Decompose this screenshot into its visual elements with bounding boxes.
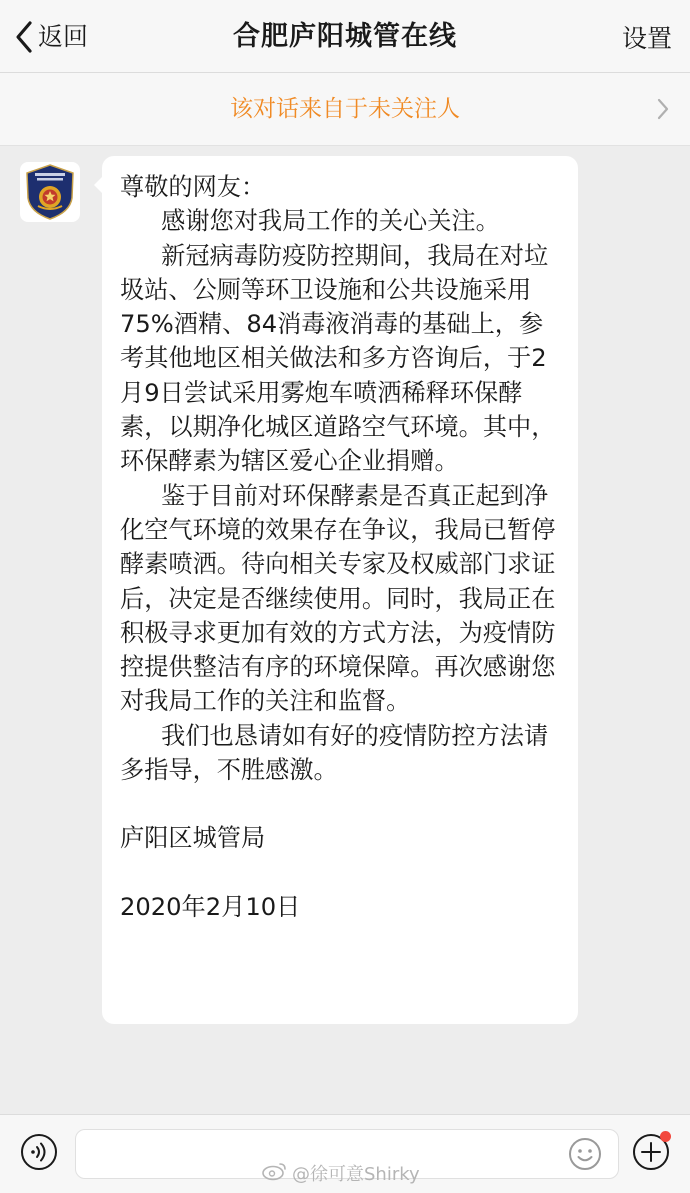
top-nav-bar [0, 0, 690, 73]
stranger-notice-text: 该对话来自于未关注人 [230, 96, 460, 122]
back-label: 返回 [38, 22, 89, 51]
message-signature: 庐阳区城管局 [120, 824, 266, 853]
weibo-logo-icon [262, 1161, 288, 1186]
watermark-text: @徐可意Shirky [292, 1164, 420, 1185]
chevron-right-icon [656, 97, 670, 125]
message-paragraph: 我们也恳请如有好的疫情防控方法请多指导，不胜感激。 [120, 721, 549, 785]
city-management-emblem-icon [20, 162, 80, 222]
message-date: 2020年2月10日 [120, 892, 301, 921]
watermark [262, 1160, 420, 1186]
message-paragraph: 感谢您对我局工作的关心关注。 [161, 207, 500, 236]
emoji-icon[interactable] [568, 1137, 602, 1175]
sender-avatar[interactable] [20, 162, 80, 222]
page-title: 合肥庐阳城管在线 [233, 21, 457, 52]
message-paragraph: 新冠病毒防疫防控期间，我局在对垃圾站、公厕等环卫设施和公共设施采用75%酒精、84消毒液消毒的基础上，参考其他地区相关做法和多方咨询后，于2月9日尝试采用雾炮车喷洒稀释环保酵素，以期净化城区道路空气环境。其中，环保酵素为辖区爱心企业捐赠。 [120, 241, 556, 476]
message-greeting: 尊敬的网友： [120, 173, 266, 201]
stranger-notice-bar[interactable] [0, 73, 690, 146]
message-text [120, 170, 560, 924]
settings-button[interactable]: 设置 [621, 24, 672, 53]
voice-icon[interactable] [20, 1133, 58, 1175]
notification-dot [660, 1131, 671, 1142]
message-paragraph: 鉴于目前对环保酵素是否真正起到净化空气环境的效果存在争议，我局已暂停酵素喷洒。待向相关专家及权威部门求证后，决定是否继续使用。同时，我局正在积极寻求更加有效的方式方法，为疫情防控提供整洁有序的环境保障。再次感谢您对我局工作的关注和监督。 [120, 481, 556, 716]
